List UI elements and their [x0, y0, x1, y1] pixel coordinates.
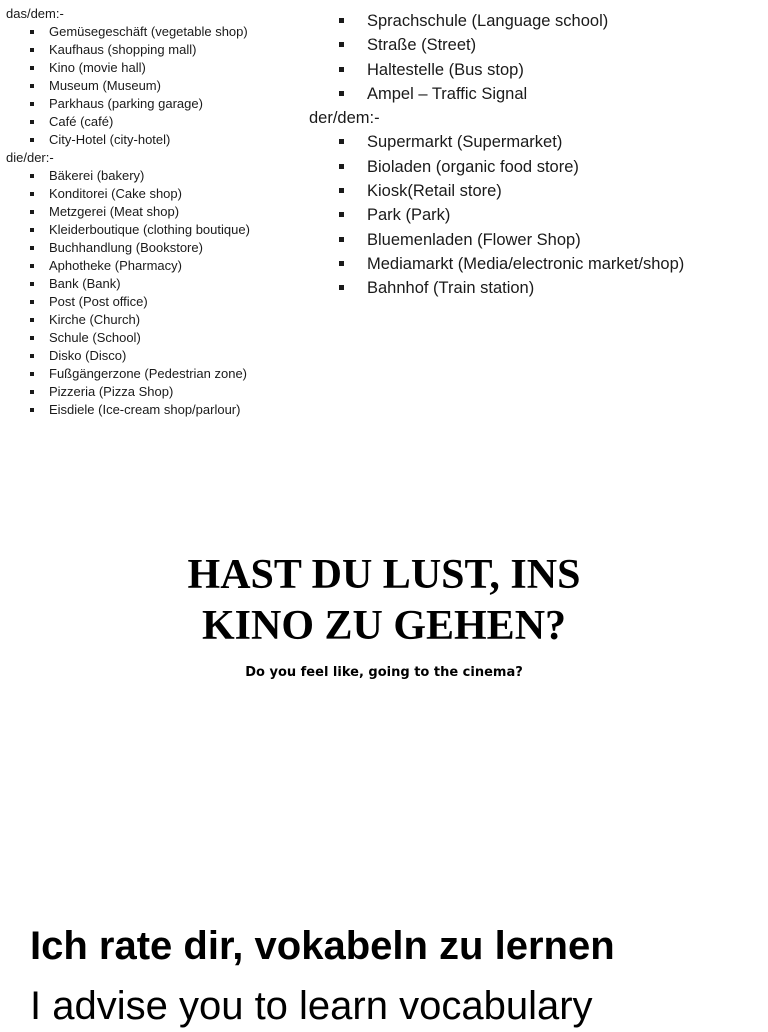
- bullet-icon: [30, 48, 34, 52]
- bullet-icon: [30, 192, 34, 196]
- vocab-term: Kleiderboutique (clothing boutique): [49, 222, 250, 237]
- list-item: [6, 365, 306, 383]
- vocab-term: Kirche (Church): [49, 312, 141, 327]
- bullet-icon: [30, 372, 34, 376]
- vocab-term: Metzgerei (Meat shop): [49, 204, 180, 219]
- vocab-term: Disko (Disco): [49, 348, 127, 363]
- vocab-term: Park (Park): [367, 206, 451, 225]
- vocab-term: Bank (Bank): [49, 276, 121, 291]
- list-item: [309, 179, 764, 203]
- list-item: [6, 203, 306, 221]
- bullet-icon: [30, 318, 34, 322]
- list-item: [309, 130, 764, 154]
- vocab-left-column: [6, 5, 306, 419]
- list-item: [6, 293, 306, 311]
- vocab-list-die-der: [6, 167, 306, 419]
- list-item: [6, 239, 306, 257]
- bullet-icon: [30, 138, 34, 142]
- vocab-term: Kaufhaus (shopping mall): [49, 42, 197, 57]
- bullet-icon: [30, 246, 34, 250]
- bullet-icon: [30, 30, 34, 34]
- bullet-icon: [30, 282, 34, 286]
- list-item: [6, 329, 306, 347]
- bullet-icon: [30, 228, 34, 232]
- vocab-term: City-Hotel (city-hotel): [49, 132, 171, 147]
- list-item: [6, 131, 306, 149]
- vocab-right-column: [309, 9, 764, 301]
- bullet-icon: [339, 139, 344, 144]
- bullet-icon: [339, 42, 344, 47]
- vocab-term: Post (Post office): [49, 294, 148, 309]
- list-item: [309, 33, 764, 57]
- list-item: [309, 9, 764, 33]
- list-item: [6, 95, 306, 113]
- list-item: [6, 347, 306, 365]
- article-heading-der-dem: der/dem:-: [309, 109, 380, 128]
- title-translation: Do you feel like, going to the cinema?: [245, 665, 523, 680]
- list-item: [6, 113, 306, 131]
- bullet-icon: [339, 237, 344, 242]
- vocab-term: Bäkerei (bakery): [49, 168, 145, 183]
- list-item: [6, 221, 306, 239]
- list-item: [6, 383, 306, 401]
- list-item: [6, 41, 306, 59]
- bullet-icon: [30, 174, 34, 178]
- bullet-icon: [30, 210, 34, 214]
- vocab-list-der-dem: [309, 130, 764, 300]
- list-item: [309, 155, 764, 179]
- bullet-icon: [30, 336, 34, 340]
- vocab-term: Bluemenladen (Flower Shop): [367, 230, 581, 249]
- bullet-icon: [30, 390, 34, 394]
- list-item: [309, 228, 764, 252]
- list-item: [309, 252, 764, 276]
- vocab-term: Pizzeria (Pizza Shop): [49, 384, 174, 399]
- article-heading-die-der: die/der:-: [6, 150, 54, 165]
- vocab-term: Fußgängerzone (Pedestrian zone): [49, 366, 248, 381]
- vocab-term: Buchhandlung (Bookstore): [49, 240, 203, 255]
- page-title-line-2: KINO ZU GEHEN?: [201, 603, 567, 649]
- vocab-term: Schule (School): [49, 330, 141, 345]
- bullet-icon: [339, 164, 344, 169]
- vocab-term: Bioladen (organic food store): [367, 157, 579, 176]
- list-item: [6, 59, 306, 77]
- bullet-icon: [339, 91, 344, 96]
- vocab-term: Haltestelle (Bus stop): [367, 60, 524, 79]
- advice-german: Ich rate dir, vokabeln zu lernen: [30, 924, 615, 968]
- list-item: [6, 401, 306, 419]
- bullet-icon: [339, 285, 344, 290]
- vocab-term: Gemüsegeschäft (vegetable shop): [49, 24, 248, 39]
- vocab-term: Parkhaus (parking garage): [49, 96, 203, 111]
- list-item: [309, 276, 764, 300]
- vocab-term: Bahnhof (Train station): [367, 279, 535, 298]
- bullet-icon: [339, 261, 344, 266]
- bullet-icon: [30, 300, 34, 304]
- bullet-icon: [30, 84, 34, 88]
- list-item: [309, 203, 764, 227]
- list-item: [6, 275, 306, 293]
- bullet-icon: [30, 264, 34, 268]
- vocab-list-das-dem: [6, 23, 306, 149]
- vocab-term: Sprachschule (Language school): [367, 12, 609, 30]
- bullet-icon: [339, 212, 344, 217]
- article-heading-das-dem: das/dem:-: [6, 6, 64, 21]
- list-item: [6, 257, 306, 275]
- bullet-icon: [30, 66, 34, 70]
- vocab-term: Mediamarkt (Media/electronic market/shop): [367, 254, 685, 273]
- vocab-term: Aphotheke (Pharmacy): [49, 258, 182, 273]
- bullet-icon: [30, 120, 34, 124]
- bullet-icon: [30, 408, 34, 412]
- list-item: [6, 77, 306, 95]
- bullet-icon: [339, 67, 344, 72]
- bullet-icon: [30, 354, 34, 358]
- vocab-term: Kino (movie hall): [49, 60, 146, 75]
- list-item: [309, 82, 764, 106]
- vocab-term: Museum (Museum): [49, 78, 161, 93]
- vocab-term: Café (café): [49, 114, 114, 129]
- vocab-term: Ampel – Traffic Signal: [367, 84, 528, 103]
- list-item: [6, 311, 306, 329]
- list-item: [6, 185, 306, 203]
- vocab-term: Supermarkt (Supermarket): [367, 133, 563, 152]
- list-item: [309, 58, 764, 82]
- vocab-term: Straße (Street): [367, 36, 477, 55]
- advice-english: I advise you to learn vocabulary: [30, 984, 593, 1028]
- bullet-icon: [30, 102, 34, 106]
- bullet-icon: [339, 18, 344, 23]
- vocab-term: Eisdiele (Ice-cream shop/parlour): [49, 402, 241, 417]
- vocab-term: Kiosk(Retail store): [367, 182, 502, 201]
- list-item: [6, 23, 306, 41]
- vocab-list-continued: [309, 9, 764, 106]
- page-title-line-1: HAST DU LUST, INS: [187, 552, 581, 598]
- vocab-term: Konditorei (Cake shop): [49, 186, 182, 201]
- bullet-icon: [339, 188, 344, 193]
- list-item: [6, 167, 306, 185]
